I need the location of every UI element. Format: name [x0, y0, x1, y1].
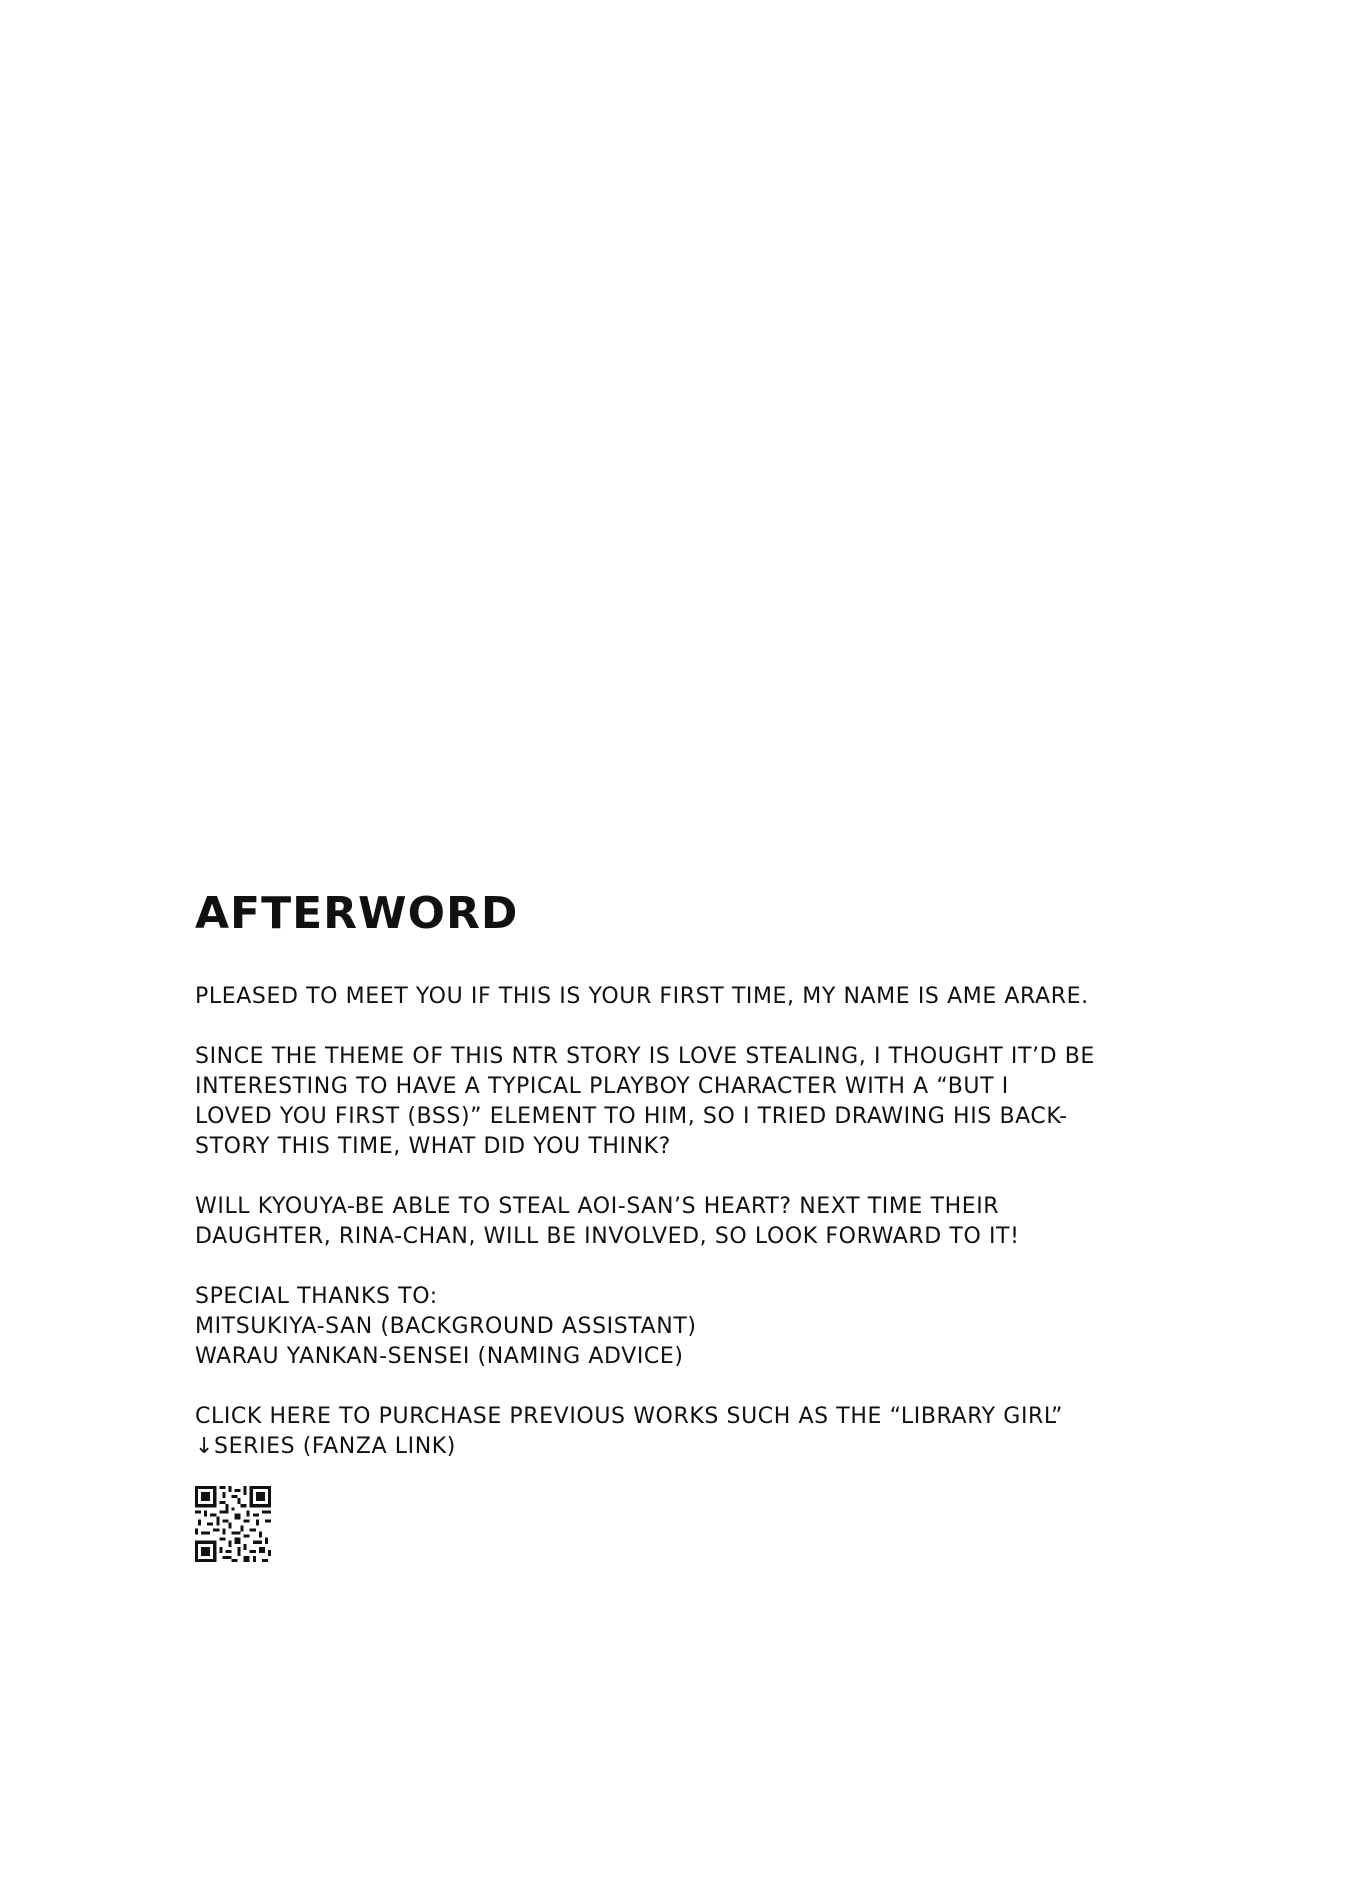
intro-paragraph — [195, 982, 1215, 1012]
text-line: WILL KYOUYA-BE ABLE TO STEAL AOI-SAN’S HEART? NEXT TIME THEIR — [195, 1194, 1000, 1219]
text-line: PLEASED TO MEET YOU IF THIS IS YOUR FIRST TIME, MY NAME IS AME ARARE. — [195, 984, 1089, 1009]
text-line: INTERESTING TO HAVE A TYPICAL PLAYBOY CHARACTER WITH A “BUT I — [195, 1074, 1009, 1099]
thanks-item: WARAU YANKAN-SENSEI (NAMING ADVICE) — [195, 1344, 684, 1369]
purchase-link-text[interactable]: CLICK HERE TO PURCHASE PREVIOUS WORKS SUCH AS THE “LIBRARY GIRL” — [195, 1404, 1063, 1429]
theme-paragraph — [195, 1042, 1215, 1162]
text-line: STORY THIS TIME, WHAT DID YOU THINK? — [195, 1134, 671, 1159]
thanks-heading: SPECIAL THANKS TO: — [195, 1284, 438, 1309]
afterword-section — [195, 888, 1215, 1566]
next-time-paragraph — [195, 1192, 1215, 1252]
thanks-item: MITSUKIYA-SAN (BACKGROUND ASSISTANT) — [195, 1314, 697, 1339]
text-line: SINCE THE THEME OF THIS NTR STORY IS LOVE STEALING, I THOUGHT IT’D BE — [195, 1044, 1095, 1069]
purchase-paragraph[interactable] — [195, 1402, 1215, 1462]
text-line: DAUGHTER, RINA-CHAN, WILL BE INVOLVED, SO LOOK FORWARD TO IT! — [195, 1224, 1020, 1249]
qr-code-icon[interactable] — [195, 1486, 271, 1562]
thanks-paragraph — [195, 1282, 1215, 1372]
page-title: AFTERWORD — [195, 888, 519, 939]
text-line: LOVED YOU FIRST (BSS)” ELEMENT TO HIM, SO I TRIED DRAWING HIS BACK- — [195, 1104, 1068, 1129]
purchase-link-text[interactable]: ↓SERIES (FANZA LINK) — [195, 1434, 456, 1459]
